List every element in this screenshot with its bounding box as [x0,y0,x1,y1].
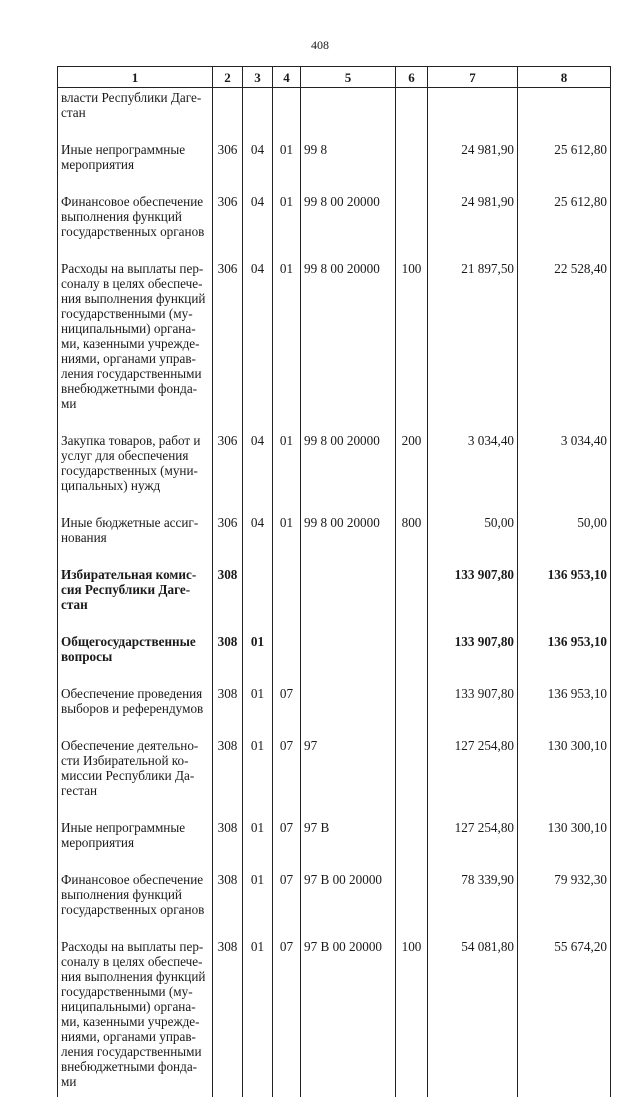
row-expense-type-cell: 200 [396,431,428,513]
row-amount-year2-cell: 50,00 [518,513,611,565]
row-expense-type-cell [396,818,428,870]
row-expense-type-cell [396,192,428,259]
row-subsection-cell: 01 [273,513,301,565]
row-code-cell [213,88,243,141]
column-header: 1 [58,67,213,88]
row-amount-year2-cell: 3 034,40 [518,431,611,513]
row-section-cell: 01 [243,870,273,937]
table-row [58,870,611,937]
row-section-cell: 01 [243,632,273,684]
row-expense-type-cell [396,684,428,736]
row-name-cell: Закупка товаров, работ и услуг для обеспечения государственных (муни- ципальных) нужд [58,431,213,513]
row-amount-year1-cell: 24 981,90 [428,192,518,259]
row-code-cell: 306 [213,140,243,192]
table-row [58,192,611,259]
row-amount-year2-cell: 79 932,30 [518,870,611,937]
table-row [58,937,611,1097]
row-amount-year2-cell: 25 612,80 [518,140,611,192]
row-name-cell: Иные непрограммные мероприятия [58,140,213,192]
row-section-cell: 04 [243,140,273,192]
row-target-article-cell: 99 8 00 20000 [301,513,396,565]
row-subsection-cell [273,88,301,141]
row-expense-type-cell [396,140,428,192]
row-name-cell: Расходы на выплаты пер- соналу в целях обеспече- ния выполнения функций государственными (му- ниципальными) органа- ми, казенными учрежде- ниями, органами управ- ления государственными внебюджетными фонда- ми [58,937,213,1097]
row-amount-year1-cell: 127 254,80 [428,818,518,870]
row-expense-type-cell [396,870,428,937]
row-code-cell: 306 [213,513,243,565]
row-amount-year2-cell: 55 674,20 [518,937,611,1097]
row-subsection-cell: 07 [273,736,301,818]
table-body [58,88,611,1097]
row-section-cell: 01 [243,736,273,818]
row-name-cell: Обеспечение деятельно- сти Избирательной ко- миссии Республики Да- гестан [58,736,213,818]
row-name-cell: Финансовое обеспечение выполнения функций государственных органов [58,192,213,259]
row-amount-year1-cell: 50,00 [428,513,518,565]
row-subsection-cell: 01 [273,140,301,192]
row-section-cell: 04 [243,431,273,513]
table-row [58,818,611,870]
row-target-article-cell: 97 [301,736,396,818]
row-section-cell: 01 [243,937,273,1097]
column-header: 5 [301,67,396,88]
row-target-article-cell: 97 В [301,818,396,870]
table-row [58,736,611,818]
row-name-cell: Обеспечение проведения выборов и референдумов [58,684,213,736]
row-target-article-cell [301,632,396,684]
column-header: 4 [273,67,301,88]
row-subsection-cell: 01 [273,259,301,431]
row-subsection-cell [273,632,301,684]
row-expense-type-cell: 800 [396,513,428,565]
row-section-cell: 04 [243,259,273,431]
row-subsection-cell: 01 [273,431,301,513]
row-amount-year1-cell: 127 254,80 [428,736,518,818]
row-amount-year2-cell: 25 612,80 [518,192,611,259]
table-row [58,565,611,632]
row-amount-year1-cell: 3 034,40 [428,431,518,513]
row-amount-year2-cell: 22 528,40 [518,259,611,431]
table-row [58,88,611,141]
row-code-cell: 306 [213,431,243,513]
row-code-cell: 308 [213,684,243,736]
row-amount-year2-cell: 136 953,10 [518,632,611,684]
column-header: 8 [518,67,611,88]
table-row [58,259,611,431]
row-section-cell: 01 [243,684,273,736]
column-header: 2 [213,67,243,88]
row-expense-type-cell [396,88,428,141]
row-amount-year1-cell: 133 907,80 [428,565,518,632]
table-row [58,632,611,684]
row-section-cell: 01 [243,818,273,870]
budget-table [57,66,611,1097]
row-target-article-cell: 99 8 [301,140,396,192]
row-name-cell: Финансовое обеспечение выполнения функций государственных органов [58,870,213,937]
row-amount-year2-cell: 130 300,10 [518,818,611,870]
row-expense-type-cell [396,736,428,818]
row-target-article-cell: 97 В 00 20000 [301,937,396,1097]
row-section-cell [243,565,273,632]
row-target-article-cell: 99 8 00 20000 [301,259,396,431]
row-name-cell: Иные бюджетные ассиг- нования [58,513,213,565]
row-name-cell: Иные непрограммные мероприятия [58,818,213,870]
row-amount-year2-cell [518,88,611,141]
row-subsection-cell: 07 [273,818,301,870]
table-header-row [58,67,611,88]
table-row [58,513,611,565]
row-amount-year2-cell: 130 300,10 [518,736,611,818]
row-subsection-cell: 07 [273,684,301,736]
table-row [58,431,611,513]
row-code-cell: 308 [213,632,243,684]
row-amount-year2-cell: 136 953,10 [518,565,611,632]
row-name-cell: Общегосударственные вопросы [58,632,213,684]
row-target-article-cell [301,684,396,736]
row-subsection-cell: 07 [273,937,301,1097]
row-amount-year1-cell: 54 081,80 [428,937,518,1097]
row-expense-type-cell: 100 [396,259,428,431]
row-amount-year1-cell [428,88,518,141]
row-expense-type-cell: 100 [396,937,428,1097]
column-header: 3 [243,67,273,88]
row-section-cell: 04 [243,192,273,259]
row-target-article-cell [301,88,396,141]
row-amount-year2-cell: 136 953,10 [518,684,611,736]
row-target-article-cell: 97 В 00 20000 [301,870,396,937]
row-name-cell: Избирательная комис- сия Республики Даге- стан [58,565,213,632]
row-amount-year1-cell: 21 897,50 [428,259,518,431]
row-amount-year1-cell: 133 907,80 [428,684,518,736]
row-amount-year1-cell: 133 907,80 [428,632,518,684]
row-name-cell: власти Республики Даге- стан [58,88,213,141]
row-section-cell: 04 [243,513,273,565]
row-target-article-cell: 99 8 00 20000 [301,192,396,259]
row-code-cell: 308 [213,818,243,870]
row-expense-type-cell [396,632,428,684]
row-code-cell: 308 [213,736,243,818]
row-subsection-cell: 01 [273,192,301,259]
row-code-cell: 308 [213,937,243,1097]
row-code-cell: 306 [213,259,243,431]
row-section-cell [243,88,273,141]
row-name-cell: Расходы на выплаты пер- соналу в целях обеспече- ния выполнения функций государственными (му- ниципальными) органа- ми, казенными учрежде- ниями, органами управ- ления государственными внебюджетными фонда- ми [58,259,213,431]
row-amount-year1-cell: 24 981,90 [428,140,518,192]
table-row [58,140,611,192]
table-row [58,684,611,736]
row-target-article-cell: 99 8 00 20000 [301,431,396,513]
column-header: 6 [396,67,428,88]
page-number: 408 [0,38,640,53]
row-subsection-cell: 07 [273,870,301,937]
column-header: 7 [428,67,518,88]
row-code-cell: 308 [213,870,243,937]
row-target-article-cell [301,565,396,632]
row-subsection-cell [273,565,301,632]
row-expense-type-cell [396,565,428,632]
row-amount-year1-cell: 78 339,90 [428,870,518,937]
row-code-cell: 308 [213,565,243,632]
row-code-cell: 306 [213,192,243,259]
